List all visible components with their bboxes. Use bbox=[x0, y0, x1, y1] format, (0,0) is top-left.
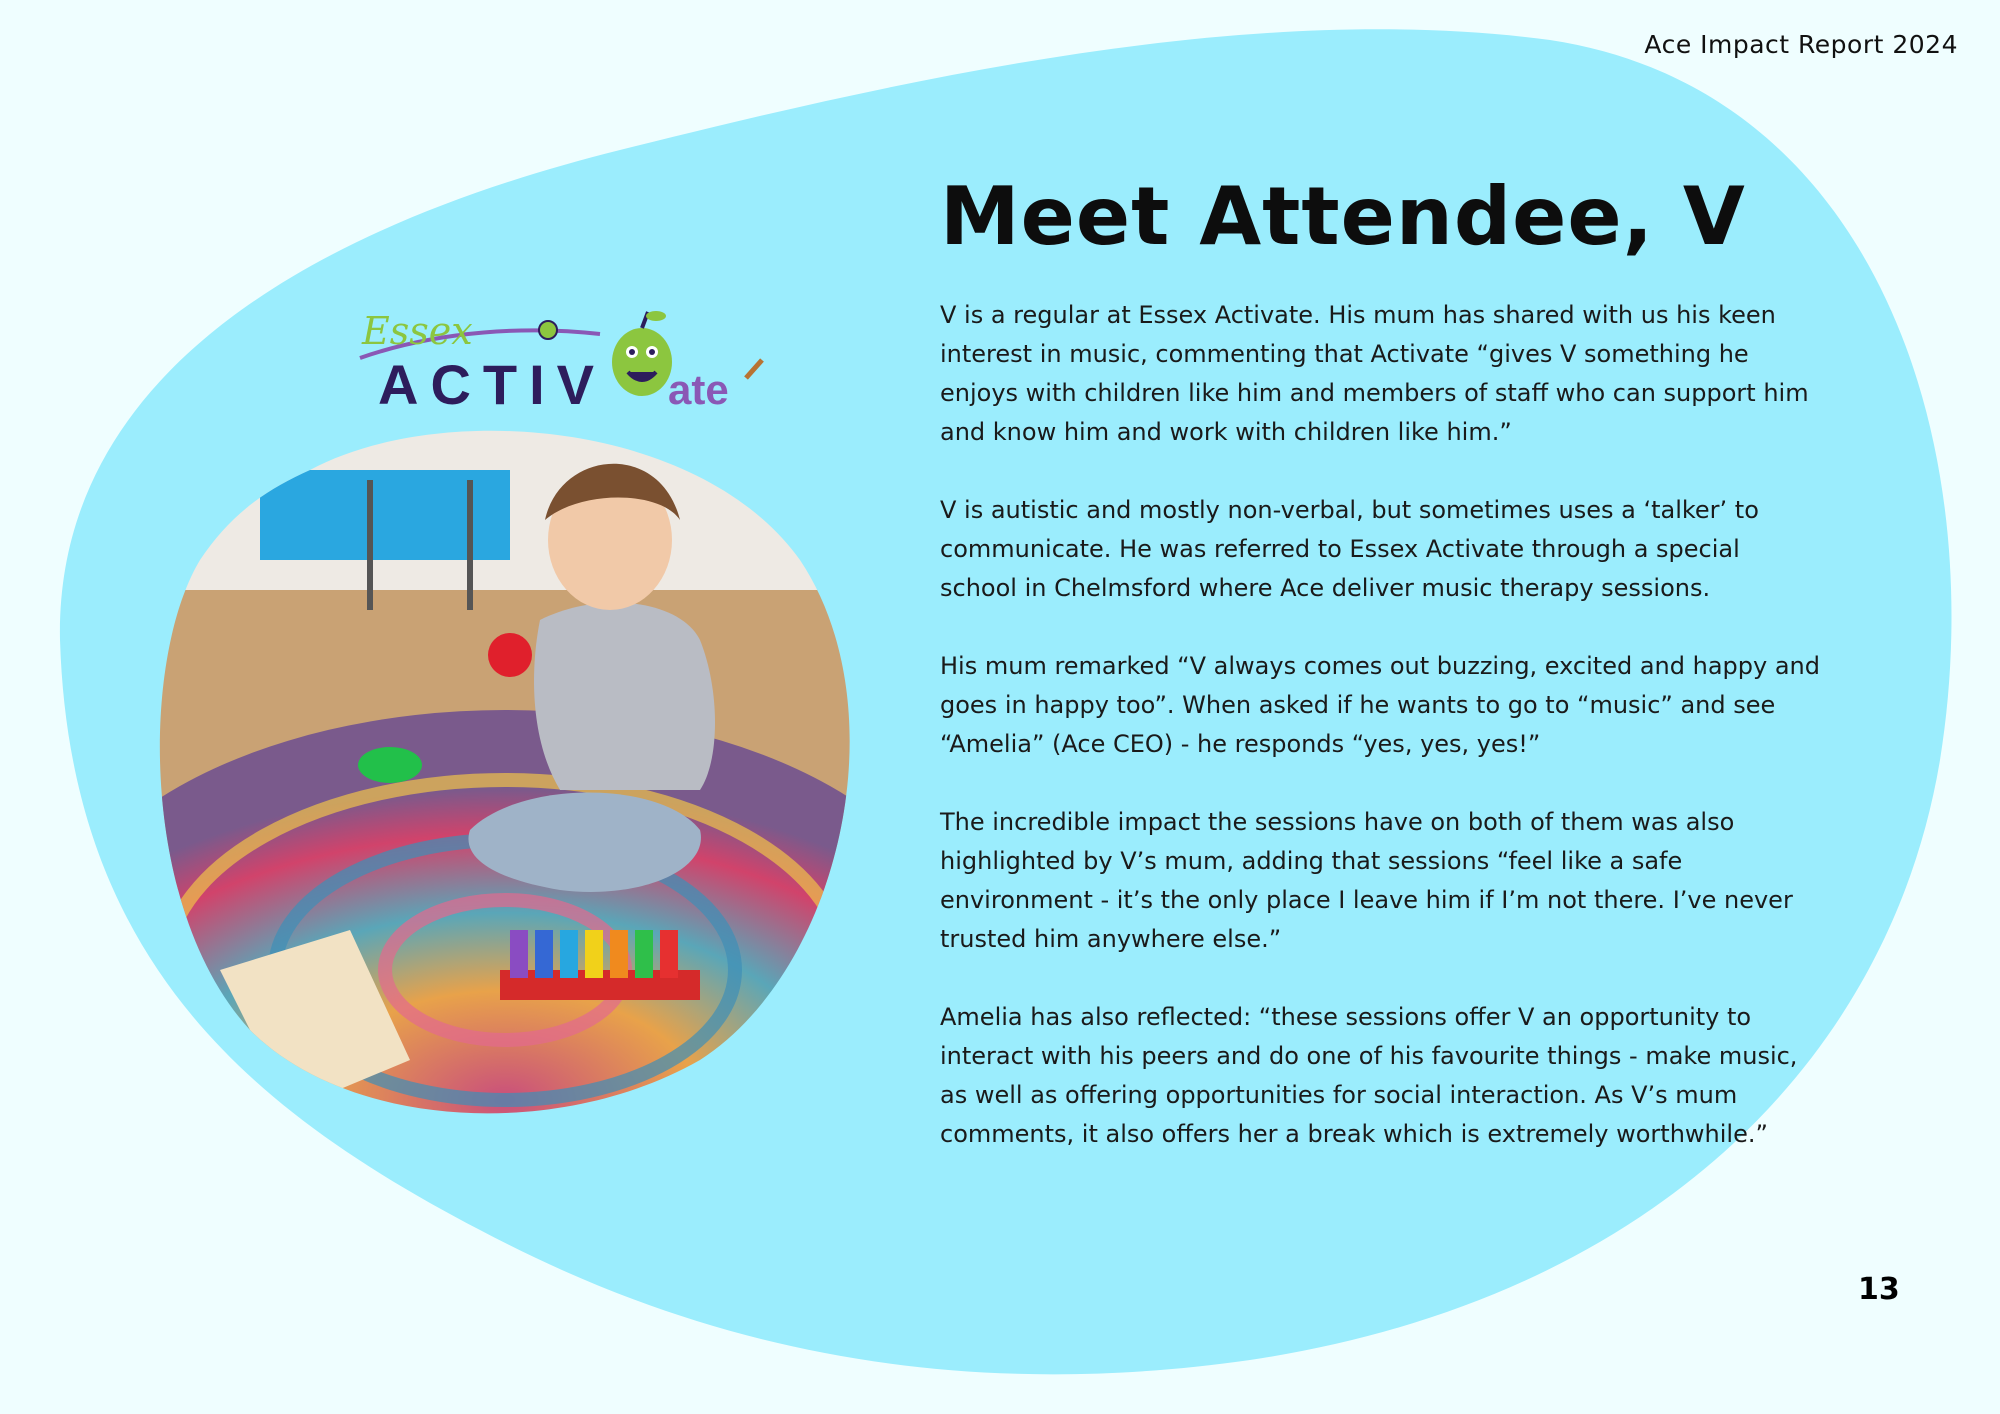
paragraph: V is a regular at Essex Activate. His mum has shared with us his keen interest in music, commenting that Activate “gives V something he enjoys with children like him and members of staff who can support him and know him and work with children like him.” bbox=[940, 301, 1809, 446]
paintbrush-icon bbox=[746, 360, 762, 378]
logo-activ-text: ACTIV bbox=[378, 353, 606, 416]
apple-mascot-icon bbox=[612, 311, 672, 396]
paragraph: His mum remarked “V always comes out buzzing, excited and happy and goes in happy too”. When asked if he wants to go to “music” and see “Amelia” (Ace CEO) - he responds “yes, yes, yes!” bbox=[940, 652, 1820, 758]
report-label: Ace Impact Report 2024 bbox=[1644, 30, 1958, 59]
paragraph: Amelia has also reflected: “these sessions offer V an opportunity to interact with his peers and do one of his favourite things - make music, as well as offering opportunities for social interaction. As V’s mum comments, it also offers her a break which is extremely worthwhile.” bbox=[940, 1003, 1798, 1148]
paragraph: The incredible impact the sessions have on both of them was also highlighted by V’s mum, adding that sessions “feel like a safe environment - it’s the only place I leave him if I’m not there. I’ve never trusted him anywhere else.” bbox=[940, 808, 1793, 953]
logo-essex-text: Essex bbox=[362, 309, 473, 353]
article-body bbox=[940, 296, 1820, 1193]
page-title: Meet Attendee, V bbox=[940, 170, 1746, 263]
logo-ate-text: ate bbox=[668, 366, 729, 413]
attendee-photo bbox=[140, 410, 870, 1120]
paragraph: V is autistic and mostly non-verbal, but sometimes uses a ‘talker’ to communicate. He was referred to Essex Activate through a special school in Chelmsford where Ace deliver music therapy sessions. bbox=[940, 496, 1759, 602]
page-number: 13 bbox=[1858, 1272, 1900, 1307]
tennis-ball-icon bbox=[539, 321, 557, 339]
essex-activate-logo bbox=[350, 300, 770, 420]
